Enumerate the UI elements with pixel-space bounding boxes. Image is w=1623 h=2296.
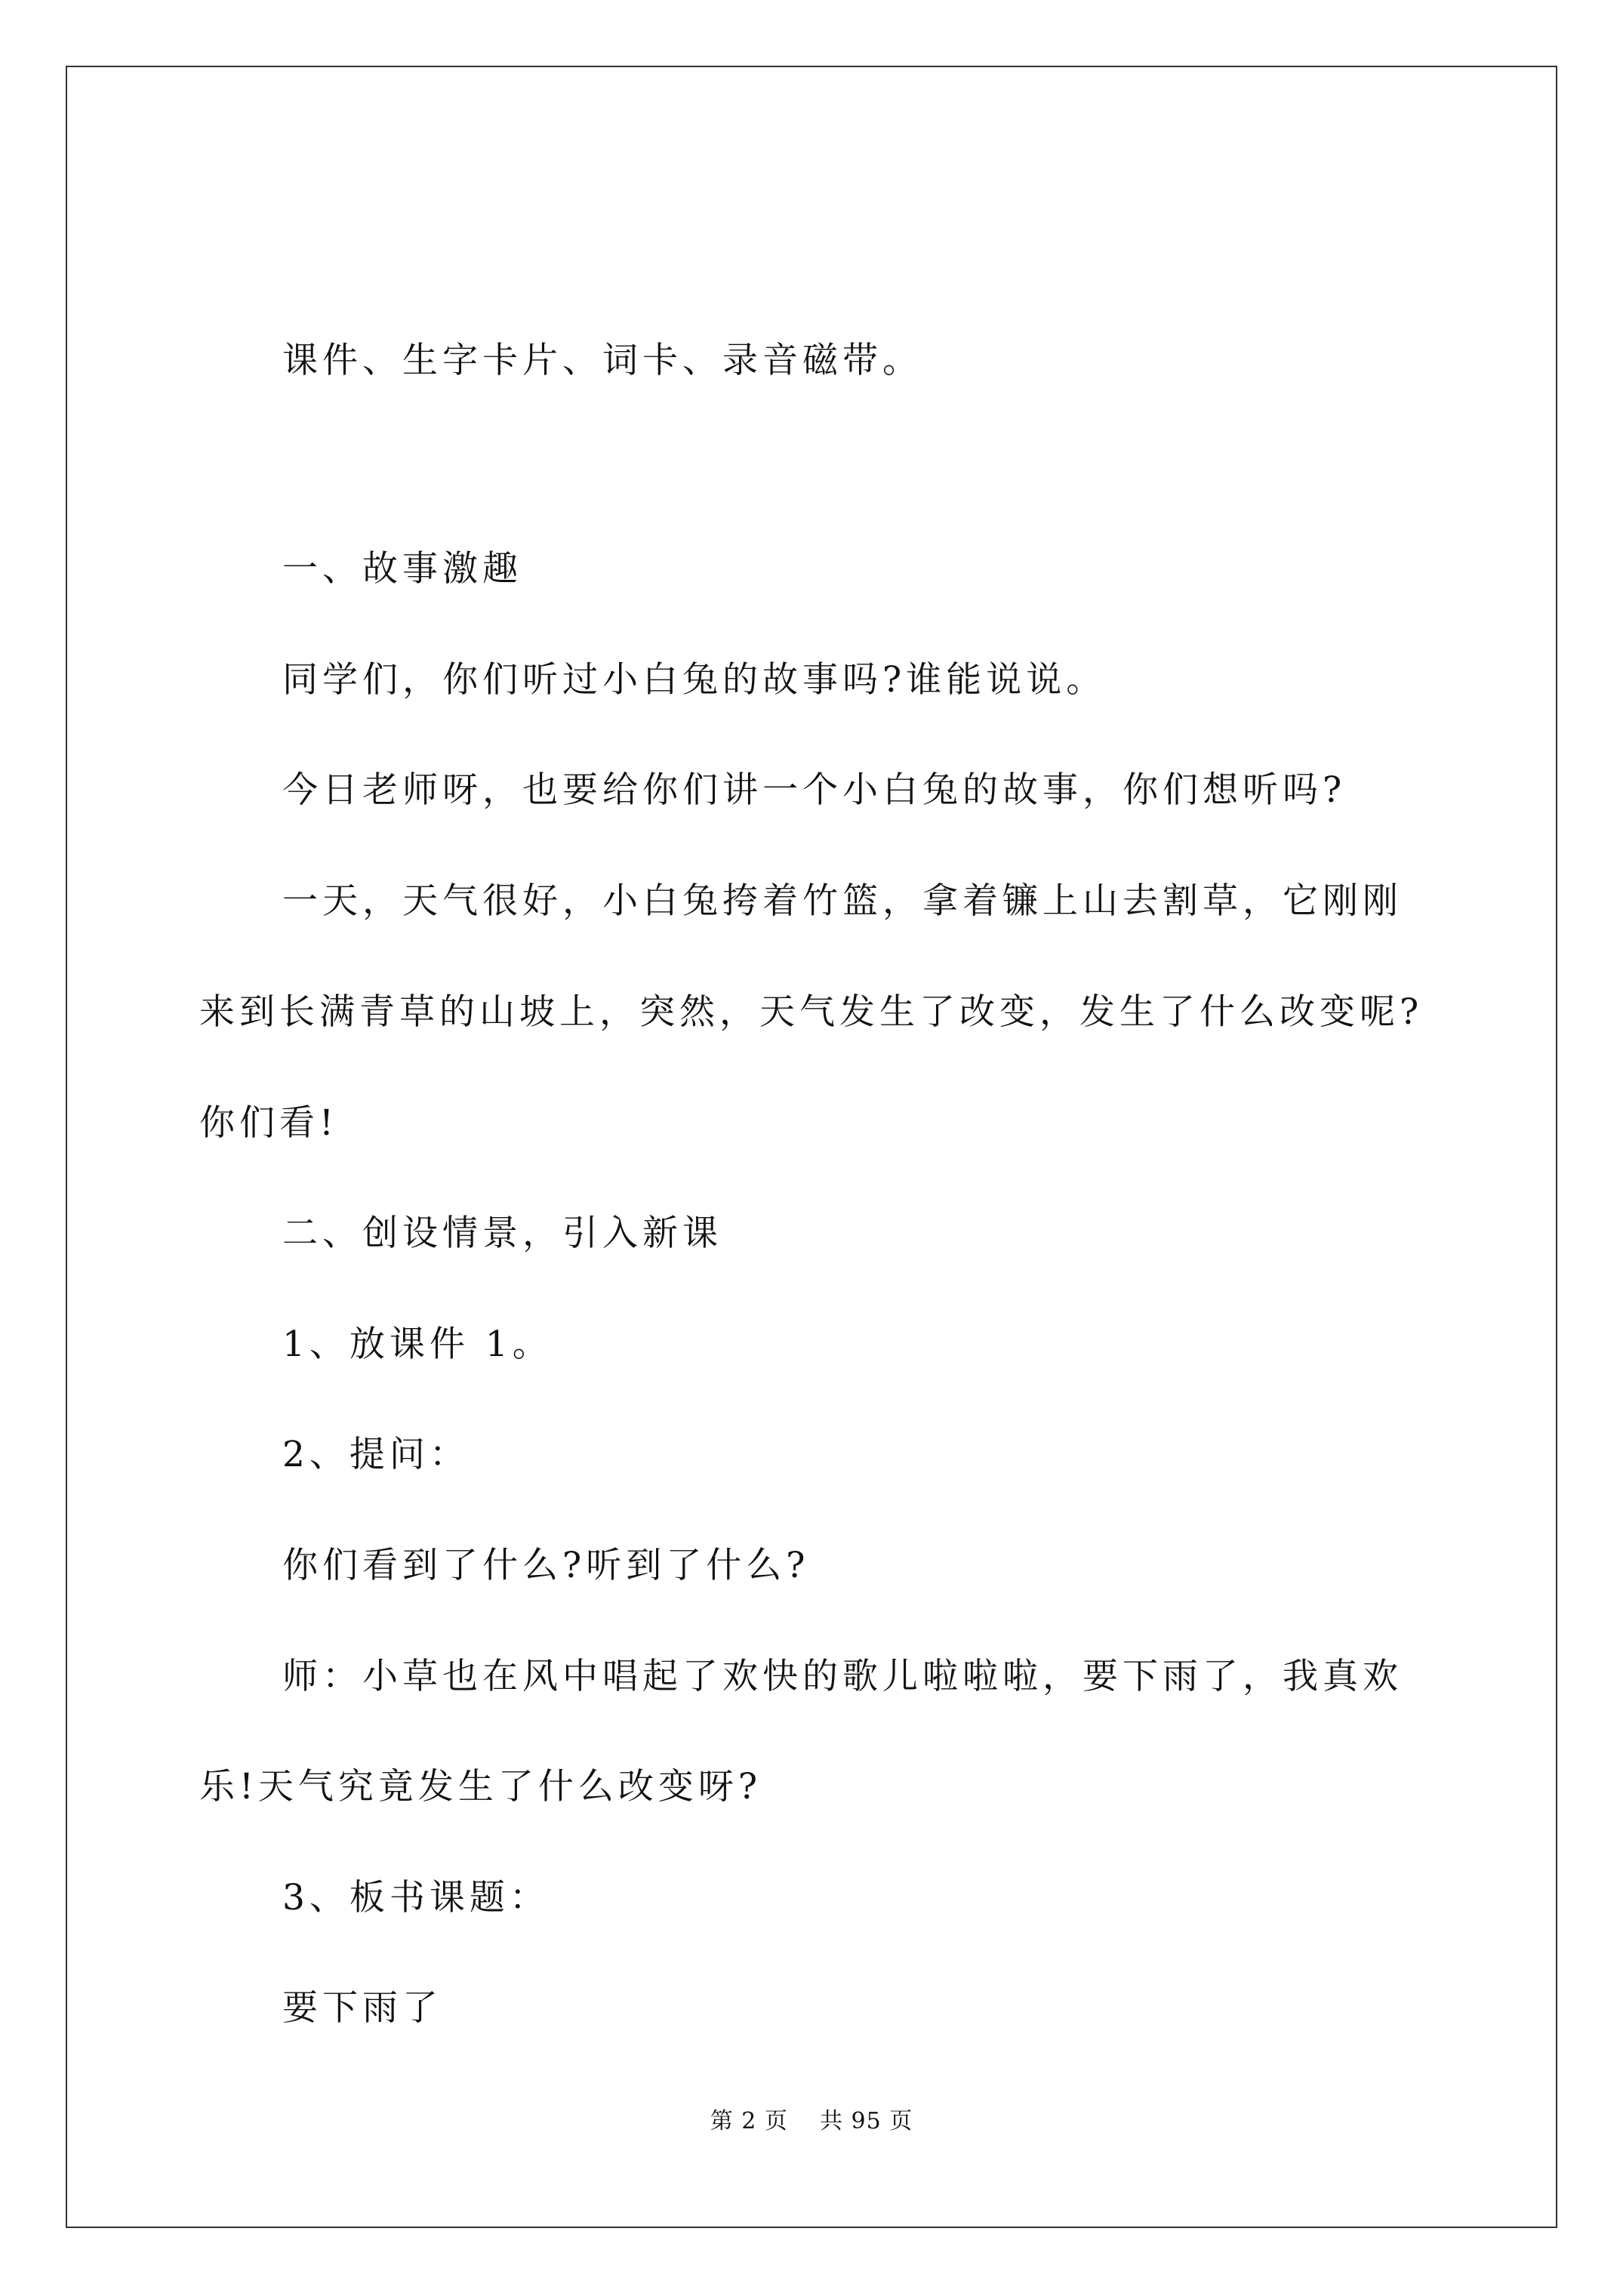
paragraph-line: 同学们，你们听过小白兔的故事吗?谁能说说。 xyxy=(282,659,1107,701)
paragraph-line: 来到长满青草的山坡上，突然，天气发生了改变，发生了什么改变呢? xyxy=(199,991,1424,1033)
page-number-footer: 第 2 页 共 95 页 xyxy=(710,2108,913,2134)
paragraph-line: 今日老师呀，也要给你们讲一个小白兔的故事，你们想听吗? xyxy=(282,769,1347,811)
section-heading-intro: 二、创设情景，引入新课 xyxy=(282,1213,722,1254)
paragraph-line: 师：小草也在风中唱起了欢快的歌儿啦啦啦，要下雨了，我真欢 xyxy=(282,1656,1403,1697)
section-heading-story: 一、故事激趣 xyxy=(282,548,522,590)
materials-line: 课件、生字卡片、词卡、录音磁带。 xyxy=(282,340,922,381)
list-item: 2、提问： xyxy=(282,1434,470,1475)
list-item: 1、放课件 1。 xyxy=(282,1324,553,1365)
paragraph-line: 乐!天气究竟发生了什么改变呀? xyxy=(199,1766,762,1808)
lesson-title-line: 要下雨了 xyxy=(282,1987,442,2029)
list-item: 3、板书课题： xyxy=(282,1877,550,1918)
paragraph-line: 你们看到了什么?听到了什么? xyxy=(282,1545,810,1586)
paragraph-line: 你们看! xyxy=(199,1102,338,1144)
paragraph-line: 一天，天气很好，小白兔挎着竹篮，拿着镰上山去割草，它刚刚 xyxy=(282,880,1403,922)
